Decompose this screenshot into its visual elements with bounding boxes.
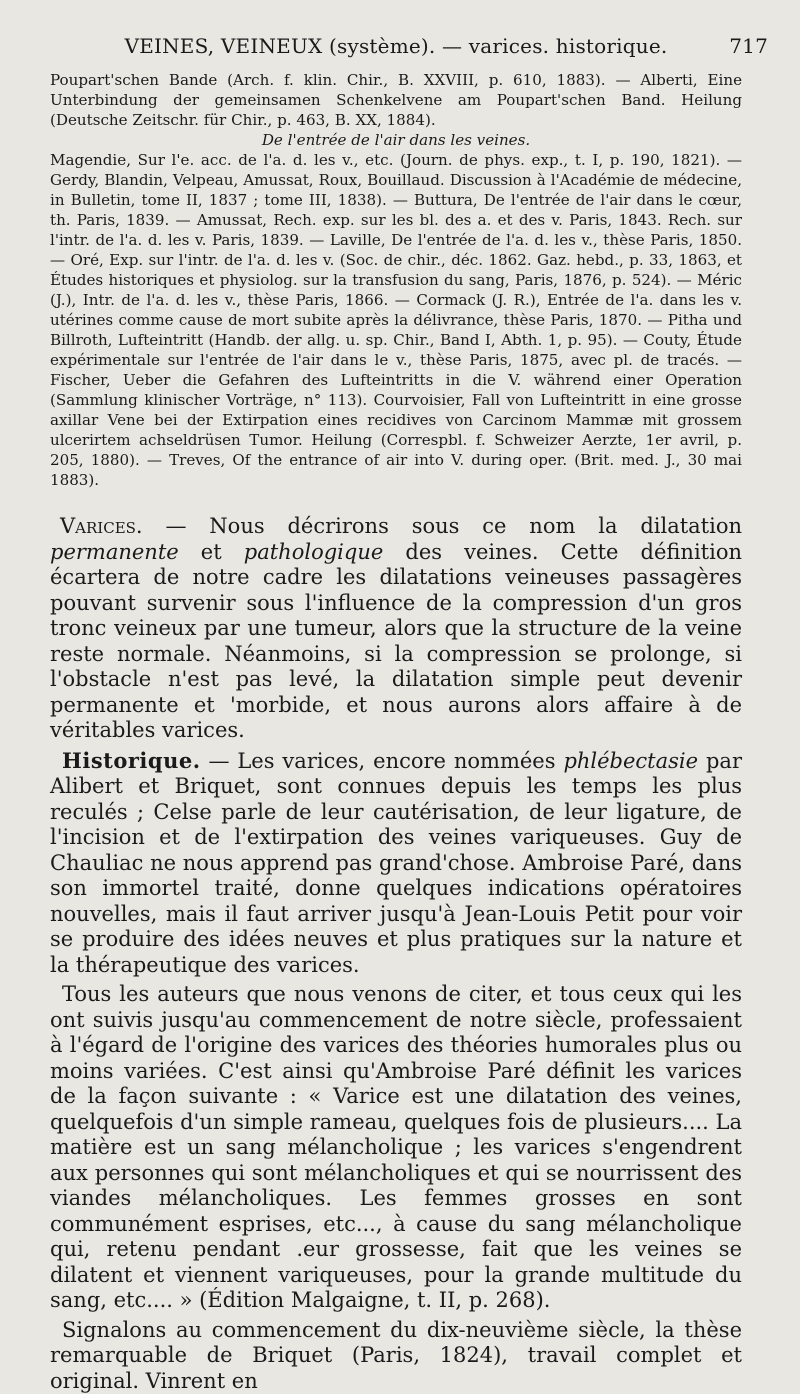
emphasis-text: pathologique — [244, 540, 383, 564]
bibliography-subheading: De l'entrée de l'air dans les veines. — [50, 130, 742, 150]
paragraph-text: par Alibert et Briquet, sont connues depuis les temps les plus reculés ; Celse parle de leur cautérisation, de leur ligature, de l'incision et de l'extirpation des veines variqueuses. Guy de Chauliac ne nous apprend pas grand'chose. Ambroise Paré, dans son immortel traité, donne quelques indications opératoires nouvelles, mais il faut arriver jusqu'à Jean-Louis Petit pour voir se produire des idées neuves et plus pratiques sur la nature et la thérapeutique des varices. — [50, 749, 742, 977]
bibliography-entries: Magendie, Sur l'e. acc. de l'a. d. les v., etc. (Journ. de phys. exp., t. I, p. 190, 1821). — Gerdy, Blandin, Velpeau, Amussat, Roux, Bouillaud. Discussion à l'Académie de médecine, in Bulletin, tome II, 1837 ; tome III, 1838). — Buttura, De l'entrée de l'air dans le cœur, th. Paris, 1839. — Amussat, Rech. exp. sur les bl. des a. et des v. Paris, 1843. Rech. sur l'intr. de l'a. d. les v. Paris, 1839. — Laville, De l'entrée de l'a. d. les v., thèse Paris, 1850. — Oré, Exp. sur l'intr. de l'a. d. les v. (Soc. de chir., déc. 1862. Gaz. hebd., p. 33, 1863, et Études historiques et physiolog. sur la transfusion du sang, Paris, 1876, p. 524). — Méric (J.), Intr. de l'a. d. les v., thèse Paris, 1866. — Cormack (J. R.), Entrée de l'a. dans les v. utérines comme cause de mort subite après la délivrance, thèse Paris, 1870. — Pitha und Billroth, Lufteintritt (Handb. der allg. u. sp. Chir., Band I, Abth. 1, p. 95). — Couty, Étude expérimentale sur l'entrée de l'air dans le v., thèse Paris, 1875, avec pl. de tracés. — Fischer, Ueber die Gefahren des Lufteintritts in die V. während einer Operation (Sammlung klinischer Vorträge, n° 113). Courvoisier, Fall von Lufteintritt in eine grosse axillar Vene bei der Extirpation eines recidives von Carcinom Mammæ mit grossem ulcerirtem achseldrüsen Tumor. Heilung (Correspbl. f. Schweizer Aerzte, 1er avril, p. 205, 1880). — Treves, Of the entrance of air into V. during oper. (Brit. med. J., 30 mai 1883). — [50, 150, 742, 490]
paragraph-text: et — [179, 540, 244, 564]
bibliography — [50, 70, 742, 490]
section-lead-varices: Varices. — [60, 514, 143, 538]
bibliography-continuation: Poupart'schen Bande (Arch. f. klin. Chir., B. XXVIII, p. 610, 1883). — Alberti, Eine Unterbindung der gemeinsamen Schenkelvene am Poupart'schen Band. Heilung (Deutsche Zeitschr. für Chir., p. 463, B. XX, 1884). — [50, 70, 742, 130]
running-head — [50, 34, 742, 64]
emphasis-text: permanente — [50, 540, 179, 564]
main-text — [50, 514, 742, 1394]
running-title: VEINES, VEINEUX (système). — varices. historique. — [125, 34, 668, 58]
paragraph-historique — [50, 748, 742, 979]
section-lead-historique: Historique. — [62, 748, 201, 773]
page-number: 717 — [729, 34, 768, 58]
paragraph-signalons: Signalons au commencement du dix-neuvième siècle, la thèse remarquable de Briquet (Paris, 1824), travail complet et original. Vinrent en — [50, 1318, 742, 1394]
paragraph-text: — Les varices, encore nommées — [201, 749, 564, 773]
paragraph-varices — [50, 514, 742, 744]
paragraph-auteurs: Tous les auteurs que nous venons de citer, et tous ceux qui les ont suivis jusqu'au commencement de notre siècle, professaient à l'égard de l'origine des varices des théories humorales plus ou moins variées. C'est ainsi qu'Ambroise Paré définit les varices de la façon suivante : « Varice est une dilatation des veines, quelquefois d'un simple rameau, quelques fois de plusieurs.... La matière est un sang mélancholique ; les varices s'engendrent aux personnes qui sont mélancholiques et qui se nourrissent des viandes mélancholiques. Les femmes grosses en sont communément esprises, etc..., à cause du sang mélancholique qui, retenu pendant .eur grossesse, fait que les veines se dilatent et viennent variqueuses, pour la grande multitude du sang, etc.... » (Édition Malgaigne, t. II, p. 268). — [50, 982, 742, 1314]
paragraph-text: des veines. Cette définition écartera de notre cadre les dilatations veineuses passagères pouvant survenir sous l'influence de la compression d'un gros tronc veineux par une tumeur, alors que la structure de la veine reste normale. Néanmoins, si la compression se prolonge, si l'obstacle n'est pas levé, la dilatation simple peut devenir permanente et 'morbide, et nous aurons alors affaire à de véritables varices. — [50, 540, 742, 743]
paragraph-text: — Nous décrirons sous ce nom la dilatation — [143, 514, 742, 538]
emphasis-text: phlébectasie — [563, 749, 698, 773]
